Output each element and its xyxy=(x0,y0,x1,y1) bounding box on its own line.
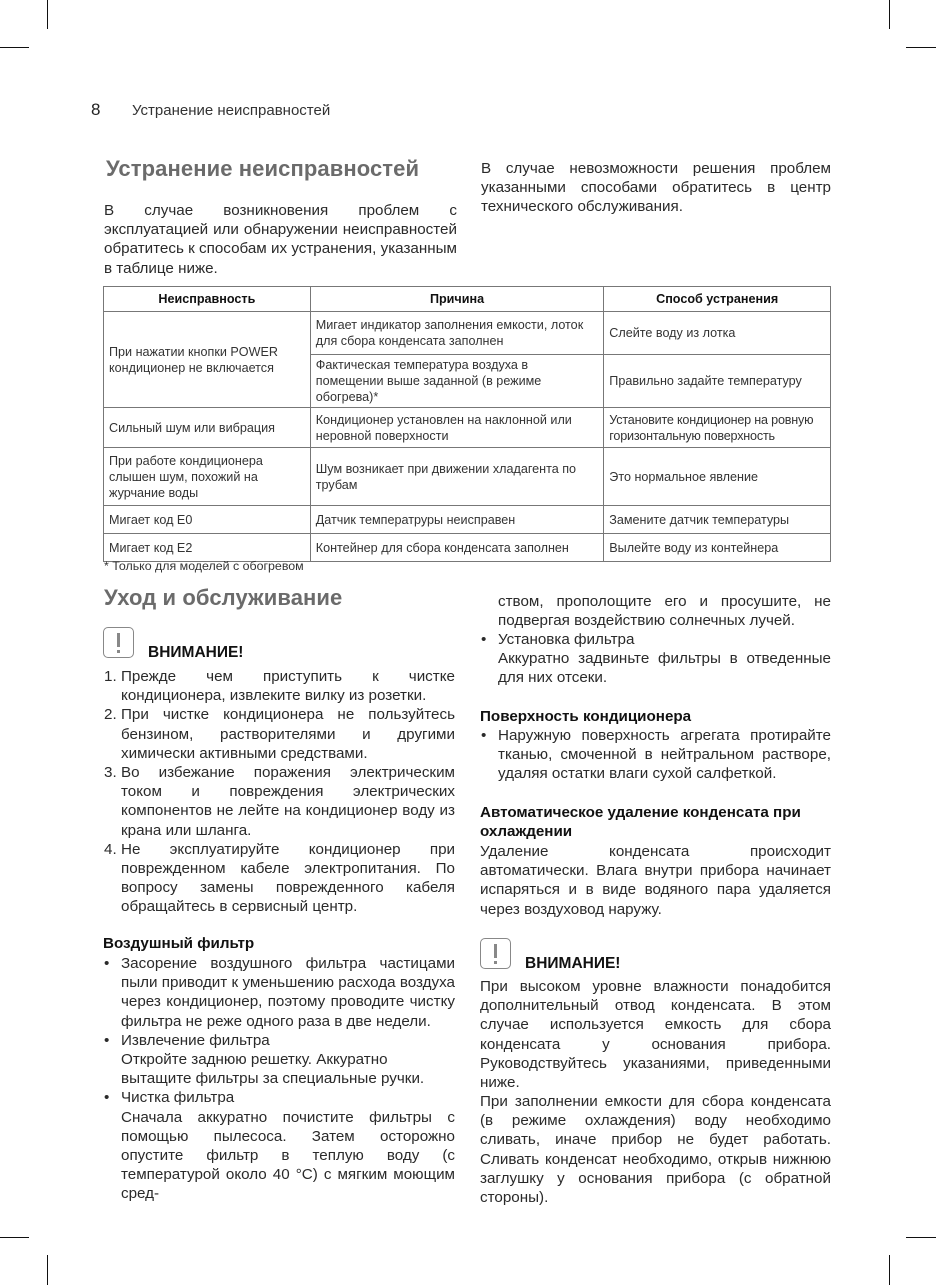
warning-list xyxy=(104,667,455,917)
table-header-row xyxy=(104,287,831,312)
crop-mark xyxy=(906,47,936,48)
intro-text: В случае возникновения проблем с эксплуатацией или обнаружении неисправностей обратитесь к способам их устранения, указанным в таблице ниже. xyxy=(104,202,457,277)
crop-mark xyxy=(0,1237,29,1238)
warning2-text xyxy=(480,977,831,1092)
list-item-text: Засорение воздушного фильтра частицами пыли приводит к уменьшению расхода воздуха через кондиционер, поэтому проводите чистку фильтра не реже одного раза в две недели. xyxy=(121,955,455,1030)
subheading-auto-drain: Автоматическое удаление конденсата при охлаждении xyxy=(480,804,801,841)
list-item xyxy=(104,667,455,705)
list-item xyxy=(104,705,455,763)
fault-cell: При нажатии кнопки POWER кондиционер не включается xyxy=(104,312,311,408)
cause-cell: Контейнер для сбора конденсата заполнен xyxy=(310,534,604,562)
list-item-heading: Извлечение фильтра xyxy=(121,1031,270,1049)
fault-cell: Мигает код E0 xyxy=(104,506,311,534)
warning2-paragraph: При высоком уровне влажности понадобится дополнительный отвод конденсата. В этом случае используется емкость для сбора конденсата у основания прибора. Руководствуйтесь указаниями, приведенными ниже. xyxy=(480,978,831,1092)
list-item-text: Прежде чем приступить к чистке кондиционера, извлеките вилку из розетки. xyxy=(121,668,455,705)
list-item-text: Наружную поверхность агрегата протирайте тканью, смоченной в нейтральном растворе, удаляя остатки влаги сухой салфеткой. xyxy=(498,727,831,783)
column-header-fault: Неисправность xyxy=(104,287,311,312)
list-item-heading: Чистка фильтра xyxy=(121,1089,235,1107)
remedy-cell: Замените датчик температуры xyxy=(604,506,831,534)
auto-drain-paragraph: Удаление конденсата происходит автоматически. Влага внутри прибора начинает испаряться и в виде водяного пара удаляется через воздуховод наружу. xyxy=(480,843,831,918)
warning-label: ВНИМАНИЕ! xyxy=(525,955,621,972)
remedy-cell: Установите кондиционер на ровную горизонтальную поверхность xyxy=(604,408,831,448)
filter-install-list xyxy=(481,630,831,688)
table-row xyxy=(104,408,831,448)
list-item-text: Аккуратно задвиньте фильтры в отведенные для них отсеки. xyxy=(498,650,831,687)
crop-mark xyxy=(47,1255,48,1285)
drain-instructions xyxy=(480,1092,831,1207)
warning-block xyxy=(480,938,680,976)
air-filter-list xyxy=(104,954,455,1204)
remedy-cell: Это нормальное явление xyxy=(604,448,831,506)
cause-cell: Кондиционер установлен на наклонной или неровной поверхности xyxy=(310,408,604,448)
subheading-air-filter: Воздушный фильтр xyxy=(103,935,255,952)
list-item-text: При чистке кондиционера не пользуйтесь бензином, растворителями и другими химически активными средствами. xyxy=(121,706,455,762)
fault-cell: При работе кондиционера слышен шум, похожий на журчание воды xyxy=(104,448,311,506)
list-item xyxy=(104,1088,455,1203)
troubleshooting-table xyxy=(103,286,831,562)
list-item-text: Откройте заднюю решетку. Аккуратно вытащите фильтры за специальные ручки. xyxy=(121,1051,425,1088)
list-item xyxy=(104,954,455,1031)
list-item-text: Сначала аккуратно почистите фильтры с помощью пылесоса. Затем осторожно опустите фильтр в теплую воду (с температурой около 40 °С) с мягким моющим сред- xyxy=(121,1108,455,1203)
list-number: 3. xyxy=(104,764,117,782)
troubleshooting-intro xyxy=(104,201,457,278)
bullet-icon: • xyxy=(481,631,487,648)
continued-text: ством, прополощите его и просушите, не подвергая воздействию солнечных лучей. xyxy=(498,593,831,630)
drain-paragraph: При заполнении емкости для сбора конденсата (в режиме охлаждения) воду необходимо сливать, иначе прибор не будет работать. Сливать конденсат необходимо, открыв нижнюю заглушку у основания прибора (с обратной стороны). xyxy=(480,1093,831,1207)
service-note xyxy=(481,159,831,217)
remedy-cell: Слейте воду из лотка xyxy=(604,312,831,355)
bullet-icon: • xyxy=(104,1089,110,1107)
bullet-icon: • xyxy=(104,1031,110,1049)
table-row xyxy=(104,312,831,355)
list-item-heading: Установка фильтра xyxy=(498,631,635,648)
remedy-cell: Правильно задайте температуру xyxy=(604,355,831,408)
list-item xyxy=(104,763,455,840)
cause-cell: Фактическая температура воздуха в помещении выше заданной (в режиме обогрева)* xyxy=(310,355,604,408)
exclamation-box-icon xyxy=(103,627,134,658)
cause-cell: Шум возникает при движении хладагента по трубам xyxy=(310,448,604,506)
fault-cell: Мигает код E2 xyxy=(104,534,311,562)
subheading-surface: Поверхность кондиционера xyxy=(480,708,692,725)
service-note-text: В случае невозможности решения проблем указанными способами обратитесь в центр технического обслуживания. xyxy=(481,160,831,216)
table-footnote: * Только для моделей с обогревом xyxy=(104,559,304,573)
list-item xyxy=(104,840,455,917)
crop-mark xyxy=(0,47,29,48)
running-header-title: Устранение неисправностей xyxy=(132,102,331,119)
fault-cell: Сильный шум или вибрация xyxy=(104,408,311,448)
list-item xyxy=(481,630,831,688)
filter-cleaning-continued xyxy=(498,592,831,630)
list-item xyxy=(481,726,831,784)
list-item-text: Не эксплуатируйте кондиционер при поврежденном кабеле электропитания. По вопросу замены поврежденного кабеля обращайтесь в сервисный центр. xyxy=(121,840,455,916)
crop-mark xyxy=(47,0,48,29)
exclamation-box-icon xyxy=(480,938,511,969)
crop-mark xyxy=(889,1255,890,1285)
warning-block xyxy=(103,627,303,665)
table-row xyxy=(104,506,831,534)
list-number: 1. xyxy=(104,668,117,685)
section-title-care: Уход и обслуживание xyxy=(104,585,343,610)
list-item-text: Во избежание поражения электрическим током и повреждения электрических компонентов не лейте на кондиционер воду из крана или шланга. xyxy=(121,764,455,839)
bullet-icon: • xyxy=(104,955,110,972)
bullet-icon: • xyxy=(481,727,487,744)
table-row xyxy=(104,534,831,562)
crop-mark xyxy=(906,1237,936,1238)
column-header-remedy: Способ устранения xyxy=(604,287,831,312)
surface-list xyxy=(481,726,831,784)
auto-drain-text xyxy=(480,842,831,919)
remedy-cell: Вылейте воду из контейнера xyxy=(604,534,831,562)
list-item xyxy=(104,1031,455,1089)
section-title-troubleshooting: Устранение неисправностей xyxy=(106,156,420,181)
column-header-cause: Причина xyxy=(310,287,604,312)
list-number: 2. xyxy=(104,706,117,724)
cause-cell: Мигает индикатор заполнения емкости, лоток для сбора конденсата заполнен xyxy=(310,312,604,355)
table-row xyxy=(104,448,831,506)
page-number: 8 xyxy=(91,100,101,119)
cause-cell: Датчик температруры неисправен xyxy=(310,506,604,534)
crop-mark xyxy=(889,0,890,29)
warning-label: ВНИМАНИЕ! xyxy=(148,644,244,661)
list-number: 4. xyxy=(104,840,117,858)
